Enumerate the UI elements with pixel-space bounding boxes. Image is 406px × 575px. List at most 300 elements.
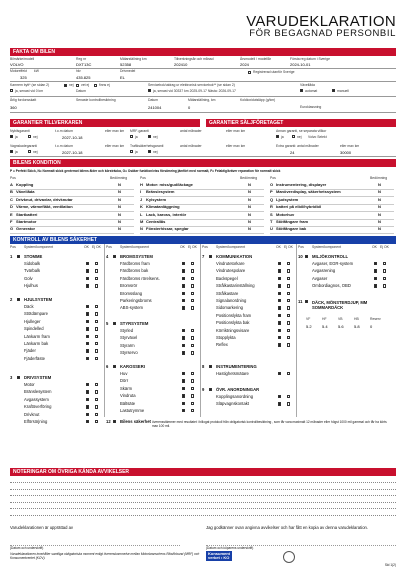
to-date-label: t.o.m datum (55, 144, 73, 148)
damage-warranty-date[interactable]: 2027-10-18 (62, 150, 83, 155)
condition-item: Startbatteri (16, 211, 38, 217)
pos-header: Pos (202, 245, 208, 249)
buyer-approval-label: Jag godkänner ovan angivna avvikelser och har fått en kopia av denna varudeklaration. (206, 525, 369, 530)
not-ok-checkbox[interactable] (95, 262, 98, 265)
group-checkbox[interactable] (305, 255, 308, 258)
timing-belt-checkbox[interactable] (94, 84, 97, 87)
group-title: MILJÖKONTROLL (312, 254, 349, 259)
months2-label: antal månader (180, 144, 202, 148)
new-car-warranty-date[interactable]: 2027-10-18 (62, 135, 83, 140)
condition-grade[interactable]: N (248, 226, 251, 232)
condition-grade[interactable]: N (248, 204, 251, 210)
safety-item: Körriktningsvisare (216, 327, 250, 333)
facts-value[interactable]: 325 (20, 75, 27, 80)
ok-checkbox[interactable] (278, 314, 281, 317)
ok-checkbox[interactable] (86, 312, 89, 315)
safety-item: Spindelled (24, 326, 44, 332)
registered-abroad-checkbox[interactable] (248, 71, 251, 74)
damage-warranty-no-checkbox[interactable] (28, 150, 31, 153)
safety-item: Tvärbalk (24, 268, 41, 274)
condition-grade[interactable]: N (248, 196, 251, 202)
condition-grade[interactable]: N (118, 211, 121, 217)
safety-item: Länkarm fram (24, 333, 50, 339)
ok-checkbox[interactable] (182, 387, 185, 390)
not-ok-checkbox[interactable] (95, 420, 98, 423)
co2-label: Koldioxidutsläpp (g/km) (240, 98, 276, 102)
ok-checkbox[interactable] (278, 321, 281, 324)
condition-pos-header: Pos (10, 176, 16, 180)
extra-months[interactable]: 24 (290, 150, 295, 155)
condition-bar: BILENS KONDITION (10, 159, 396, 167)
pos-header: Pos (106, 245, 112, 249)
condition-letter: T (270, 219, 273, 224)
not-ok-checkbox[interactable] (287, 262, 290, 265)
condition-grade[interactable]: N (378, 182, 381, 187)
ok-checkbox[interactable] (86, 277, 89, 280)
group-checkbox[interactable] (113, 322, 116, 325)
ok-checkbox[interactable] (86, 405, 89, 408)
not-ok-checkbox[interactable] (95, 320, 98, 323)
condition-item: Växellåda (16, 189, 35, 195)
ok-checkbox[interactable] (182, 269, 185, 272)
safety-item: Kraftöverföring (24, 404, 52, 410)
condition-item: Stötfångare bak (276, 226, 307, 232)
group-checkbox[interactable] (305, 300, 308, 303)
ok-checkbox[interactable] (374, 269, 377, 272)
condition-letter: E (10, 211, 13, 217)
facts-label: Drivmedel (120, 69, 136, 73)
not-ok-checkbox[interactable] (383, 269, 386, 272)
notes-line[interactable] (10, 502, 396, 503)
konsumentverket-logo (206, 551, 232, 561)
not-ok-checkbox[interactable] (191, 379, 194, 382)
tread-header: Reserv (370, 317, 381, 321)
condition-item: Motorhuv (276, 211, 295, 217)
pos-header: Pos (298, 245, 304, 249)
service-value[interactable]: ja, senast vid 30337 km 2025-09-17 Nästa: 2026-09-17 (153, 89, 236, 93)
ok-checkbox[interactable] (182, 379, 185, 382)
condition-letter: D (10, 204, 13, 210)
condition-letter: P (270, 189, 273, 195)
ok-checkbox[interactable] (182, 336, 185, 339)
group-checkbox[interactable] (17, 376, 20, 379)
ok-checkbox[interactable] (86, 357, 89, 360)
safety-item: Sidobalk (24, 261, 41, 266)
ok-checkbox[interactable] (86, 335, 89, 338)
ok-checkbox[interactable] (86, 305, 89, 308)
timing-belt-yes-checkbox[interactable] (10, 89, 13, 92)
other-warranty-no-checkbox[interactable] (292, 135, 295, 138)
group-checkbox[interactable] (113, 365, 116, 368)
not-ok-checkbox[interactable] (95, 398, 98, 401)
not-ok-checkbox[interactable] (287, 372, 290, 375)
not-ok-checkbox[interactable] (191, 329, 194, 332)
group-number: 9 (202, 387, 205, 392)
facts-value[interactable]: 202410 (174, 62, 188, 67)
condition-grade[interactable]: N (118, 196, 121, 202)
notes-line[interactable] (10, 515, 396, 516)
fine-print: Varudeklarationen innehåller samtliga obligatoriska moment enligt överenskommelse mellan Motorbranschens Riksförbund (MRF) och Konsumentverket (KOV). (10, 552, 200, 560)
condition-grade[interactable]: N (118, 226, 121, 232)
not-ok-checkbox[interactable] (95, 390, 98, 393)
safety-item: Bromsslang (120, 290, 143, 296)
max-km-label: eller max km (226, 129, 246, 133)
condition-grade[interactable]: N (118, 219, 121, 224)
not-ok-checkbox[interactable] (287, 277, 290, 280)
ok-checkbox[interactable] (374, 262, 377, 265)
ok-checkbox[interactable] (182, 292, 185, 295)
condition-grade[interactable]: N (378, 189, 381, 195)
condition-grade[interactable]: N (378, 219, 381, 224)
ok-checkbox[interactable] (278, 306, 281, 309)
not-ok-checkbox[interactable] (287, 292, 290, 295)
ok-checkbox[interactable] (86, 284, 89, 287)
ok-checkbox[interactable] (182, 409, 185, 412)
facts-value[interactable]: EL (120, 75, 125, 80)
date2-value[interactable]: 241004 (148, 105, 162, 110)
logo-line-1: Konsument (208, 551, 230, 556)
safety-item: Färdbroms bak (120, 268, 149, 274)
group-checkbox[interactable] (113, 420, 116, 423)
ok-checkbox[interactable] (86, 320, 89, 323)
not-ok-checkbox[interactable] (191, 262, 194, 265)
safety-item: Stopplykta (216, 335, 236, 340)
facts-value[interactable]: VOLVO (10, 62, 24, 67)
not-ok-checkbox[interactable] (95, 312, 98, 315)
ok-checkbox[interactable] (182, 306, 185, 309)
ok-checkbox[interactable] (182, 284, 185, 287)
divider (10, 81, 396, 82)
column-divider (296, 244, 297, 417)
not-ok-checkbox[interactable] (287, 284, 290, 287)
ok-checkbox[interactable] (278, 395, 281, 398)
condition-item: Stötfångare fram (276, 219, 309, 224)
facts-value[interactable]: DXT13C (76, 62, 92, 67)
tread-value[interactable]: 5.6 (338, 324, 344, 329)
condition-grade[interactable]: N (378, 204, 381, 210)
safety-item: Sidomarkering (216, 305, 243, 311)
not-ok-checkbox[interactable] (287, 402, 290, 405)
timing-belt-checkbox[interactable] (76, 84, 79, 87)
max-km-label: eller max km (105, 144, 125, 148)
volvo-selekt[interactable]: Volvo Selekt (308, 135, 327, 139)
group-number: 6 (106, 364, 109, 369)
ok-checkbox[interactable] (278, 372, 281, 375)
safety-item: Bältsäte (120, 400, 136, 406)
ok-header: OK (180, 245, 185, 249)
automatic-checkbox[interactable] (300, 89, 303, 92)
ok-checkbox[interactable] (182, 299, 185, 302)
tread-header: VF (306, 317, 311, 321)
not-ok-checkbox[interactable] (95, 284, 98, 287)
condition-grade[interactable]: N (118, 182, 121, 187)
tread-value[interactable]: 5.2 (306, 324, 312, 329)
safety-item: Däck (24, 304, 34, 309)
ok-checkbox[interactable] (278, 292, 281, 295)
not-ok-checkbox[interactable] (191, 277, 194, 280)
new-car-warranty-no-checkbox[interactable] (28, 135, 31, 138)
not-ok-checkbox[interactable] (191, 351, 194, 354)
ok-checkbox[interactable] (278, 329, 281, 332)
ok-checkbox[interactable] (182, 351, 185, 354)
safety-item: Avgasrening (312, 268, 336, 274)
mileage2-value[interactable]: 0 (188, 105, 191, 110)
traffic-yes-checkbox[interactable] (130, 150, 133, 153)
ok-checkbox[interactable] (86, 327, 89, 330)
new-car-warranty-checkbox[interactable] (10, 135, 13, 138)
yes-label: ja (281, 135, 284, 139)
ok-checkbox[interactable] (278, 269, 281, 272)
group-checkbox[interactable] (113, 255, 116, 258)
not-ok-checkbox[interactable] (287, 329, 290, 332)
not-ok-checkbox[interactable] (95, 342, 98, 345)
not-ok-checkbox[interactable] (383, 262, 386, 265)
other-warranty-yes-checkbox[interactable] (276, 135, 279, 138)
notes-line[interactable] (10, 508, 396, 509)
mrf-no-checkbox[interactable] (148, 135, 151, 138)
safety-item: Reflex (216, 342, 228, 348)
ok-checkbox[interactable] (182, 329, 185, 332)
ok-checkbox[interactable] (86, 342, 89, 345)
ok-checkbox[interactable] (182, 402, 185, 405)
facts-value[interactable]: 2024-10-01 (290, 62, 311, 67)
ok-checkbox[interactable] (278, 299, 281, 302)
yes-label: ja (15, 150, 18, 154)
ok-checkbox[interactable] (182, 394, 185, 397)
safety-item: Backspegel (216, 275, 238, 281)
condition-grade[interactable]: N (248, 182, 251, 187)
group-number: 1 (10, 254, 13, 259)
service-yes-checkbox[interactable] (148, 89, 151, 92)
not-ok-checkbox[interactable] (95, 269, 98, 272)
not-ok-checkbox[interactable] (191, 306, 194, 309)
no-label: nej (153, 150, 158, 154)
condition-grade[interactable]: N (248, 219, 251, 224)
not-ok-checkbox[interactable] (191, 299, 194, 302)
ok-checkbox[interactable] (86, 349, 89, 352)
not-ok-checkbox[interactable] (287, 269, 290, 272)
damage-warranty-label: Vagnskadegaranti (10, 144, 38, 148)
group-number: 4 (106, 254, 109, 259)
ok-checkbox[interactable] (86, 398, 89, 401)
condition-item: Fönsterhissar, speglar (146, 226, 189, 232)
facts-value[interactable]: 52358 (120, 62, 132, 67)
not-ok-checkbox[interactable] (287, 299, 290, 302)
notes-line[interactable] (10, 482, 396, 483)
group-title: ÖVR. ANORDNINGAR (216, 387, 260, 392)
safety-item: Styrarm (120, 342, 135, 348)
not-ok-checkbox[interactable] (383, 277, 386, 280)
yes-label: ja (135, 135, 138, 139)
group-title: Bilens säkerhet (120, 419, 151, 424)
mileage2-label: Mätarställning, km (188, 98, 216, 102)
safety-item: Motor (24, 382, 35, 387)
condition-letter: O (270, 182, 274, 187)
safety-item: Länkarm bak (24, 341, 49, 346)
tread-value[interactable]: 0 (370, 324, 373, 329)
manual-label: manuell (337, 89, 349, 93)
pos-header: Pos (10, 245, 16, 249)
safety-item: Ombordiagnos, OBD (312, 283, 351, 289)
not-ok-checkbox[interactable] (191, 409, 194, 412)
ok-checkbox[interactable] (374, 284, 377, 287)
gearbox-label: Växellåda (300, 83, 315, 87)
tread-value[interactable]: 5.4 (322, 324, 328, 329)
damage-warranty-checkbox[interactable] (10, 150, 13, 153)
not-ok-checkbox[interactable] (95, 335, 98, 338)
safety-item: Skärm (120, 385, 133, 391)
condition-grade[interactable]: N (248, 211, 251, 217)
not-ok-checkbox[interactable] (191, 394, 194, 397)
condition-grade[interactable]: N (118, 189, 121, 195)
ok-checkbox[interactable] (182, 277, 185, 280)
ok-header: OK (372, 245, 377, 249)
tread-value[interactable]: 5.8 (354, 324, 360, 329)
tax-value[interactable]: 360 (10, 105, 17, 110)
not-ok-checkbox[interactable] (95, 327, 98, 330)
not-ok-checkbox[interactable] (191, 284, 194, 287)
no-label: nej (33, 135, 38, 139)
safety-item: Bränslesystem (24, 389, 52, 395)
facts-value[interactable]: 435.825 (76, 75, 91, 80)
manual-checkbox[interactable] (332, 89, 335, 92)
group-title: INSTRUMENTERING (216, 364, 257, 369)
condition-grade[interactable]: N (248, 189, 251, 195)
ok-checkbox[interactable] (182, 344, 185, 347)
safety-bar: KONTROLL AV BILENS SÄKERHET (10, 236, 396, 244)
timing-belt-yes-label: ja, senast vid 0 km (15, 89, 44, 93)
not-ok-checkbox[interactable] (287, 336, 290, 339)
months-label: antal månader (180, 129, 202, 133)
ok-checkbox[interactable] (278, 402, 281, 405)
condition-grade[interactable]: N (378, 211, 381, 217)
ok-checkbox[interactable] (278, 336, 281, 339)
group-checkbox[interactable] (17, 255, 20, 258)
notes-line[interactable] (10, 495, 396, 496)
condition-item: Kylsystem (146, 196, 167, 202)
condition-item: Klimatanläggning (146, 204, 180, 210)
safety-item: Styrväxel (120, 335, 138, 341)
condition-legend: P = Perfekt Skick, N= Normalt skick gentemot bilens ålder och körsträcka, O= Osäker funktion/viss försämring jämfört med normalt, F= Felaktig/kräver reparation för normalt skick (10, 169, 281, 173)
ok-checkbox[interactable] (374, 277, 377, 280)
ok-checkbox[interactable] (86, 413, 89, 416)
safety-item: Drivknut (24, 411, 40, 417)
condition-item: Bränslesystem (146, 189, 175, 195)
safety-item: Vindrutespolare (216, 268, 246, 274)
condition-grade[interactable]: N (118, 204, 121, 210)
not-ok-checkbox[interactable] (95, 405, 98, 408)
ok-checkbox[interactable] (86, 390, 89, 393)
not-ok-checkbox[interactable] (287, 314, 290, 317)
mrf-yes-checkbox[interactable] (130, 135, 133, 138)
group-checkbox[interactable] (209, 255, 212, 258)
ok-checkbox[interactable] (86, 269, 89, 272)
group-title: DÄCK, MÖNSTERDJUP, MM SOMMARDÄCK (312, 300, 368, 311)
not-ok-checkbox[interactable] (191, 372, 194, 375)
safety-item: ABS-system (120, 305, 144, 311)
mrf-seal-icon (283, 551, 295, 563)
extra-km[interactable]: 30000 (340, 150, 352, 155)
not-ok-checkbox[interactable] (95, 305, 98, 308)
condition-letter: N (140, 226, 143, 232)
facts-label: Reg nr (76, 57, 87, 61)
not-ok-checkbox[interactable] (95, 277, 98, 280)
facts-value[interactable]: 2024 (240, 62, 249, 67)
not-ok-checkbox[interactable] (191, 344, 194, 347)
not-ok-checkbox[interactable] (95, 357, 98, 360)
not-ok-checkbox[interactable] (95, 349, 98, 352)
divider (10, 112, 396, 113)
notes-line[interactable] (10, 489, 396, 490)
timing-belt-checkbox[interactable] (64, 84, 67, 87)
condition-item: Manöverdisplay, säkerhetssystem (276, 189, 341, 195)
ok-checkbox[interactable] (182, 262, 185, 265)
not-ok-checkbox[interactable] (287, 321, 290, 324)
system-header: System/komponent (216, 245, 246, 249)
ok-checkbox[interactable] (278, 284, 281, 287)
condition-grade-header: Bedömning (370, 176, 388, 180)
traffic-no-checkbox[interactable] (148, 150, 151, 153)
ok-checkbox[interactable] (278, 277, 281, 280)
ok-checkbox[interactable] (182, 372, 185, 375)
group-number: 3 (10, 375, 13, 380)
facts-label: Tillverkningsår och månad (174, 57, 214, 61)
not-ok-checkbox[interactable] (287, 343, 290, 346)
group-number: 11 (298, 299, 303, 304)
condition-letter: R (270, 204, 273, 210)
not-ok-checkbox[interactable] (191, 292, 194, 295)
not-ok-checkbox[interactable] (287, 306, 290, 309)
ok-checkbox[interactable] (86, 420, 89, 423)
condition-grade[interactable]: N (378, 196, 381, 202)
group-number: 7 (202, 254, 205, 259)
not-ok-checkbox[interactable] (383, 284, 386, 287)
condition-item: batteri på elbil/hybridbil (276, 204, 322, 210)
condition-letter: M (140, 219, 144, 224)
not-ok-header: Ej OK (380, 245, 389, 249)
ok-checkbox[interactable] (278, 343, 281, 346)
not-ok-checkbox[interactable] (191, 387, 194, 390)
not-ok-checkbox[interactable] (287, 395, 290, 398)
not-ok-checkbox[interactable] (191, 402, 194, 405)
group-checkbox[interactable] (17, 298, 20, 301)
group-checkbox[interactable] (209, 388, 212, 391)
inspection-label: Senaste kontrollbesiktning (76, 98, 116, 102)
group-number: 5 (106, 321, 109, 326)
ok-checkbox[interactable] (278, 262, 281, 265)
ok-checkbox[interactable] (86, 383, 89, 386)
condition-grade[interactable]: N (378, 226, 381, 232)
group-number: 2 (10, 297, 13, 302)
not-ok-checkbox[interactable] (95, 383, 98, 386)
safety-item: Hjulleger (24, 318, 41, 324)
facts-bar: FAKTA OM BILEN (10, 48, 396, 56)
ok-checkbox[interactable] (86, 262, 89, 265)
group-checkbox[interactable] (209, 365, 212, 368)
tread-header: VB (338, 317, 343, 321)
not-ok-checkbox[interactable] (95, 413, 98, 416)
not-ok-checkbox[interactable] (191, 336, 194, 339)
yes-label: ja (15, 135, 18, 139)
max-km-label: eller max km (105, 129, 125, 133)
condition-item: Koppling (16, 182, 34, 187)
facts-label: hkr (76, 69, 81, 73)
not-ok-header: Ej OK (188, 245, 197, 249)
timing-belt-label: Kamrem bytt* (se sidan 2) (10, 83, 50, 87)
prepared-by-label: Varudeklarationen är upprättad av (10, 525, 74, 530)
group-number: 10 (298, 254, 303, 259)
not-ok-checkbox[interactable] (191, 269, 194, 272)
